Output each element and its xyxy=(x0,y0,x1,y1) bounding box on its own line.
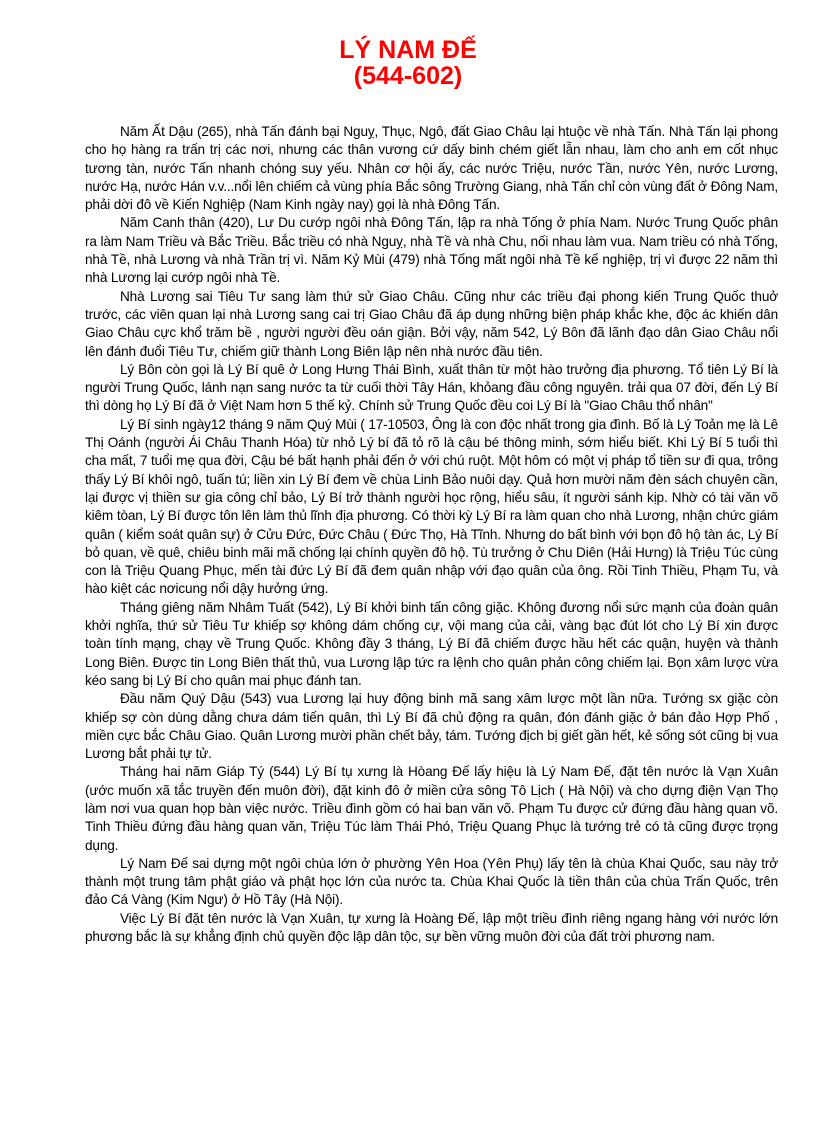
paragraph: Lý Bí sinh ngày12 tháng 9 năm Quý Mùi ( 17-10503, Ông là con độc nhất trong gia đình. Bố là Lý Toản mẹ là Lê Thị Oánh (người Ái Châu Thanh Hóa) từ nhỏ Lý bí đã tỏ rõ là cậu bé thông minh, sớm hiểu biết. Khi Lý Bí 5 tuổi thì cha mất, 7 tuổi mẹ qua đời, Cậu bé bất hạnh phải đến ở với chú ruột. Một hôm có một vị pháp tổ tiền sư đi qua, trông thấy Lý Bí khôi ngô, tuấn tú; liền xin Lý Bí đem về chùa Linh Bảo nuôi dạy. Quả hơn mười năm đèn sách chuyên cần, lại được vị thiền sư gia công chỉ bảo, Lý Bí trở thành người học rộng, hiểu sâu, ít người sánh kịp. Nhờ có tài văn võ kiêm tòan, Lý Bí được tôn lên làm thủ lĩnh địa phương. Có thời kỳ Lý Bí ra làm quan cho nhà Lương, nhận chức giám quân ( kiểm soát quân sự) ở Cửu Đức, Đức Châu ( Đức Thọ, Hà Tĩnh. Nhưng do bất bình với bọn đô hộ tàn ác, Lý Bí bỏ quan, về quê, chiêu binh mãi mã chống lại chính quyền đô hộ. Tù trưởng ở Chu Diên (Hải Hưng) là Triệu Túc cùng con là Triệu Quang Phục, mến tài đức Lý Bí đã đem quân nhập với đạo quân của ông. Rồi Tinh Thiều, Phạm Tu, và hào kiệt các nơicung nổi dậy hưởng ứng. xyxy=(85,416,778,597)
paragraph: Lý Bôn còn gọi là Lý Bí quê ở Long Hưng Thái Bình, xuất thân từ một hào trưởng địa phương. Tổ tiên Lý Bí là người Trung Quốc, lánh nạn sang nước ta từ cuối thời Tây Hán, khỏang đầu công nguyên. trải qua 07 đời, đến Lý Bí thì dòng họ Lý Bí đã ở Việt Nam hơn 5 thế kỷ. Chính sử Trung Quốc đều coi Lý Bí là "Giao Châu thổ nhân" xyxy=(85,361,778,414)
document-subtitle: (544-602) xyxy=(353,62,463,90)
paragraph: Năm Canh thân (420), Lư Du cướp ngôi nhà Đông Tấn, lập ra nhà Tống ở phía Nam. Nước Trung Quốc phân ra làm Nam Triều và Bắc Triều. Bắc triều có nhà Nguỵ, nhà Tề và nhà Chu, nối nhau làm vua. Nam triều có nhà Tống, nhà Tề, nhà Lương và nhà Trần trị vì. Năm Kỷ Mùi (479) nhà Tống mất ngôi nhà Tề kế nghiệp, trị vì được 22 năm thì nhà Lương lại cướp ngôi nhà Tề. xyxy=(85,215,778,286)
paragraph: Tháng hai năm Giáp Tý (544) Lý Bí tụ xưng là Hòang Đế lấy hiệu là Lý Nam Đế, đặt tên nước là Vạn Xuân (ước muốn xã tắc truyền đến muôn đời), đặt kinh đô ở miền cửa sông Tô Lịch ( Hà Nội) và cho dựng điện Vạn Thọ làm nơi vua quan họp bàn việc nước. Triều đình gồm có hai ban văn võ. Phạm Tu được cử đứng đầu hàng quan võ. Tinh Thiều đứng đầu hàng quan văn, Triệu Túc làm Thái Phó, Triệu Quang Phục là tướng trẻ có tà cũng được trọng dụng. xyxy=(85,764,778,853)
paragraph: Đầu năm Quý Dậu (543) vua Lương lại huy động binh mã sang xâm lược một lần nữa. Tướng sx giặc còn khiếp sợ còn dùng dằng chưa dám tiến quân, thì Lý Bí đã chủ động ra quân, đón đánh giặc ở bán đảo Hợp Phố , miền cực bắc Châu Giao. Quân Lương mười phần chết bảy, tám. Tướng địch bị giết gần hết, kẻ sống sót cũng bị vua Lương bắt phải tự tử. xyxy=(85,691,778,762)
paragraph: Nhà Lương sai Tiêu Tư sang làm thứ sử Giao Châu. Cũng như các triều đại phong kiến Trung Quốc thuở trước, các viên quan lại nhà Lương sang cai trị Giao Châu đã áp dụng những biện pháp khắc khe, độc ác khiến dân Giao Châu cực khổ trăm bề , người người đều oán giận. Bởi vậy, năm 542, Lý Bôn đã lãnh đạo dân Giao Châu nổi lên đánh đuổi Tiêu Tư, chiếm giữ thành Long Biên lập nên nhà nước đầu tiên. xyxy=(85,288,778,359)
document-body xyxy=(85,123,778,946)
document-title: LÝ NAM ĐẾ xyxy=(339,36,477,64)
paragraph: Năm Ất Dậu (265), nhà Tấn đánh bại Nguỵ, Thục, Ngô, đất Giao Châu lại htuộc về nhà Tấn. Nhà Tấn lại phong cho họ hàng ra trấn trị các nơi, nhưng các thân vương cứ dấy binh chém giết lẫn nhau, làm cho anh em cốt nhục tương tàn, nước Tấn nhanh chóng suy yếu. Nhân cơ hội ấy, các nước Triệu, nước Tần, nước Yên, nước Lương, nước Hạ, nước Hán v.v...nổi lên chiếm cả vùng phía Bắc sông Trường Giang, nhà Tấn chỉ còn vùng đất ở Đông Nam, phải dời đô về Kiến Nghiệp (Nam Kinh ngày nay) gọi là nhà Đông Tấn. xyxy=(85,124,778,213)
paragraph: Lý Nam Đế sai dựng một ngôi chùa lớn ở phường Yên Hoa (Yên Phụ) lấy tên là chùa Khai Quốc, sau này trở thành một trung tâm phật giáo và phật học lớn của nước ta. Chùa Khai Quốc là tiền thân của chùa Trấn Quốc, trên đảo Cá Vàng (Kim Ngư) ở Hồ Tây (Hà Nội). xyxy=(85,855,778,908)
paragraph: Việc Lý Bí đặt tên nước là Vạn Xuân, tự xưng là Hoàng Đế, lập một triều đình riêng ngang hàng với nước lớn phương bắc là sự khẳng định chủ quyền độc lập dân tộc, sự bền vững muôn đời của đất trời phương nam. xyxy=(85,910,778,945)
paragraph: Tháng giêng năm Nhâm Tuất (542), Lý Bí khởi binh tấn công giặc. Không đương nổi sức mạnh của đoàn quân khởi nghĩa, thứ sử Tiêu Tư khiếp sợ không dám chống cự, vội mang của cải, vàng bạc đút lót cho Lý Bí xin được toàn tính mạng, chạy về Trung Quốc. Không đầy 3 tháng, Lý Bí đã chiếm được hầu hết các quận, huyện và thành Long Biên. Được tin Long Biên thất thủ, vua Lương lập tức ra lệnh cho quân phản công chiếm lại. Bọn xâm lược vừa kéo sang bị Lý Bí cho quân mai phục đánh tan. xyxy=(85,599,778,688)
